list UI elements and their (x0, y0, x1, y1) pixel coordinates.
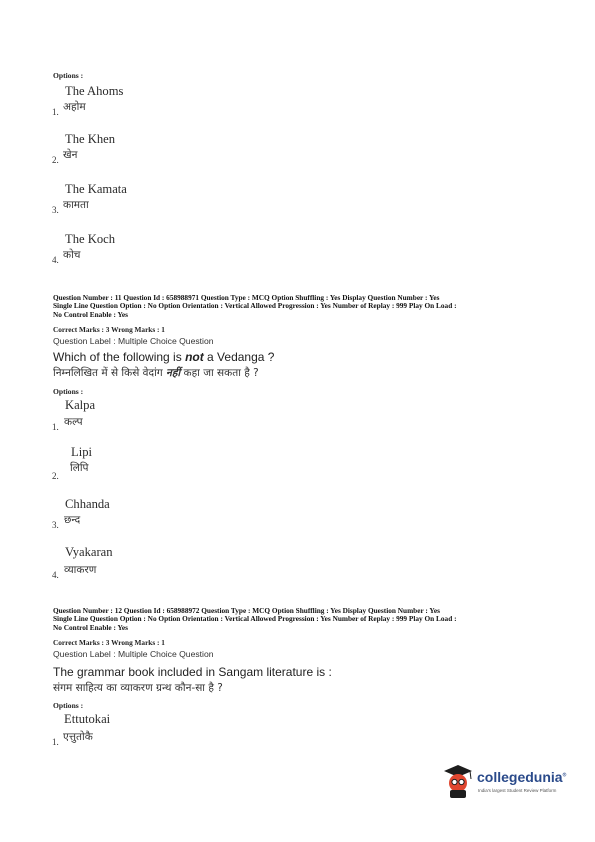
q11-metadata (53, 294, 553, 319)
q11-option-2-number: 2. (52, 471, 59, 481)
option-1-hindi: अहोम (63, 101, 86, 113)
q11-text-post: a Vedanga ? (203, 350, 275, 364)
option-4-english: The Koch (65, 232, 116, 246)
q12-meta-line3: No Control Enable : Yes (53, 622, 128, 632)
q11-options-header: Options : (53, 387, 84, 396)
logo-name: collegedunia (477, 769, 563, 785)
option-3-hindi: कामता (63, 199, 89, 211)
q12-option-1-number: 1. (52, 737, 59, 747)
q11-option-2-english: Lipi (71, 445, 92, 459)
q11-question-label: Question Label : Multiple Choice Question (53, 336, 214, 346)
logo-tagline: India's largest Student Review Platform (478, 788, 557, 793)
logo-wordmark (477, 769, 566, 785)
q11-question-hindi (53, 366, 259, 380)
q12-options-header: Options : (53, 701, 84, 710)
q11-question-english (53, 350, 274, 364)
q11-option-3-hindi: छन्द (64, 514, 81, 526)
q11-text-pre: Which of the following is (53, 350, 186, 364)
q12-meta-line2: Single Line Question Option : No Option Orientation : Vertical Allowed Progression : Yes Number of Replay : 999 Play On Load : (53, 614, 457, 624)
q11-marks: Correct Marks : 3 Wrong Marks : 1 (53, 325, 165, 334)
q11-option-4-number: 4. (52, 570, 59, 580)
q11-hi-pre: निम्नलिखित में से किसे वेदांग (53, 367, 167, 379)
q12-option-1-hindi: एत्तुतोकै (63, 731, 93, 743)
q11-option-1-number: 1. (52, 422, 59, 432)
option-2-number: 2. (52, 155, 59, 165)
option-2-english: The Khen (65, 132, 116, 146)
q11-meta-line2: Single Line Question Option : No Option Orientation : Vertical Allowed Progression : Yes Number of Replay : 999 Play On Load : (53, 301, 457, 311)
option-3-english: The Kamata (65, 182, 127, 196)
q12-meta-line1: Question Number : 12 Question Id : 658988972 Question Type : MCQ Option Shuffling : Yes Display Question Number : Yes (53, 606, 440, 615)
q12-question-label: Question Label : Multiple Choice Question (53, 649, 214, 659)
q11-hi-post: कहा जा सकता है ? (180, 367, 259, 379)
q12-metadata (53, 607, 553, 632)
option-1-english: The Ahoms (65, 84, 124, 98)
option-4-number: 4. (52, 255, 59, 265)
q11-option-2-hindi: लिपि (70, 462, 89, 474)
q11-option-3-number: 3. (52, 520, 59, 530)
q12-option-1-english: Ettutokai (64, 712, 111, 726)
option-4-hindi: कोच (63, 249, 81, 261)
q11-meta-line3: No Control Enable : Yes (53, 309, 128, 319)
graduate-mascot-icon (441, 762, 475, 800)
logo-registered-mark: ® (562, 772, 567, 779)
option-3-number: 3. (52, 205, 59, 215)
q11-option-1-english: Kalpa (65, 398, 96, 412)
collegedunia-logo (441, 762, 581, 802)
q12-question-hindi: संगम साहित्य का व्याकरण ग्रन्थ कौन-सा है ? (53, 682, 223, 694)
q11-text-emphasis: not (185, 350, 204, 364)
q11-hi-emphasis: नहीं (166, 367, 181, 379)
option-1-number: 1. (52, 107, 59, 117)
q11-option-3-english: Chhanda (65, 497, 110, 511)
option-2-hindi: खेन (63, 149, 78, 161)
q11-option-4-english: Vyakaran (65, 545, 113, 559)
q12-marks: Correct Marks : 3 Wrong Marks : 1 (53, 638, 165, 647)
q12-question-english: The grammar book included in Sangam literature is : (53, 665, 332, 679)
q11-option-1-hindi: कल्प (64, 416, 83, 428)
options-header: Options : (53, 71, 84, 80)
q11-meta-line1: Question Number : 11 Question Id : 658988971 Question Type : MCQ Option Shuffling : Yes Display Question Number : Yes (53, 293, 440, 302)
q11-option-4-hindi: व्याकरण (64, 564, 97, 576)
